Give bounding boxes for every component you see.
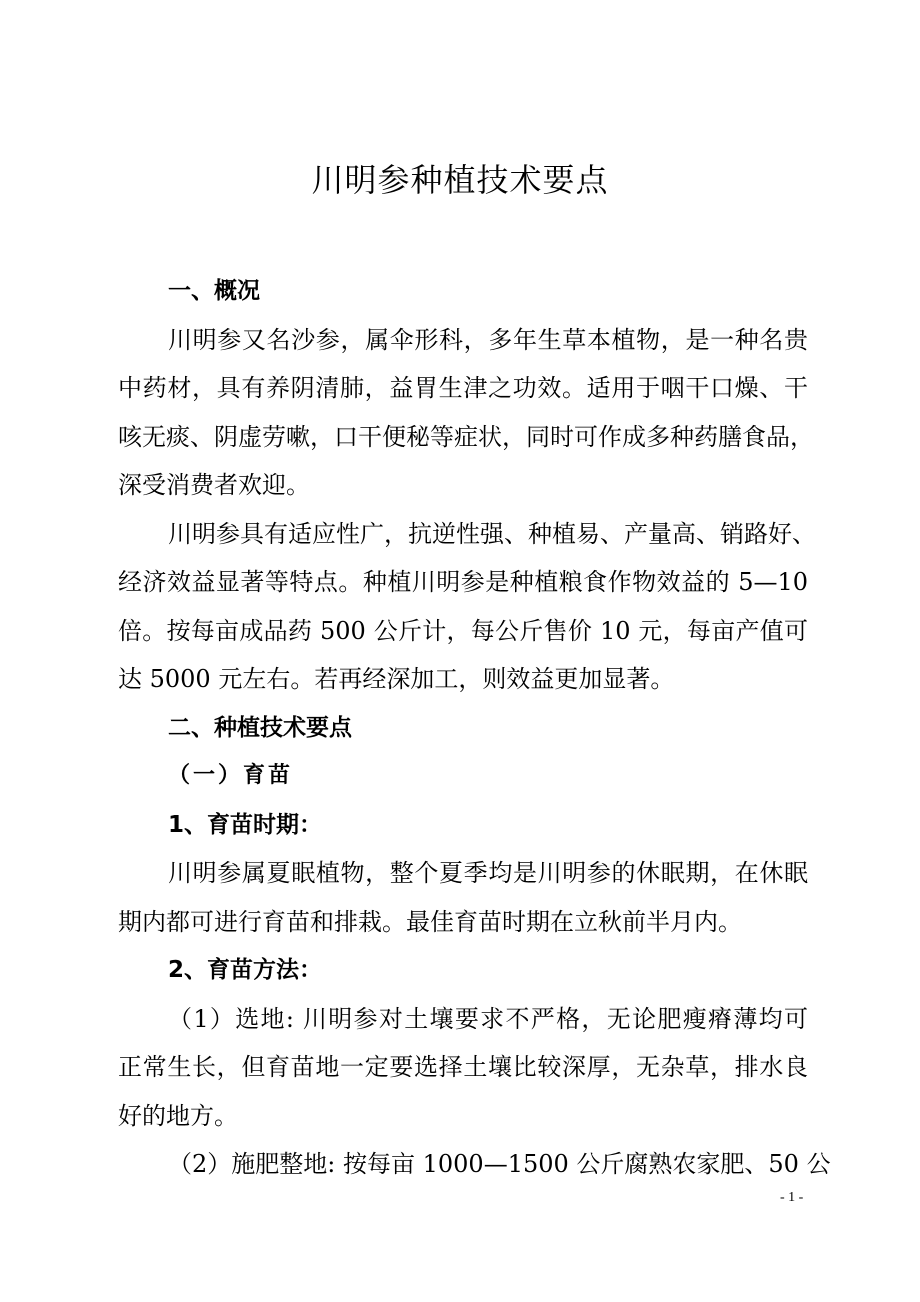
item-heading: 2、育苗方法： bbox=[168, 957, 323, 983]
paragraph-line: 期内都可进行育苗和排栽。最佳育苗时期在立秋前半月内。 bbox=[118, 907, 742, 936]
paragraph-line: 好的地方。 bbox=[118, 1101, 238, 1130]
paragraph-line: 深受消费者欢迎。 bbox=[118, 471, 310, 499]
paragraph-line: 川明参属夏眠植物，整个夏季均是川明参的休眠期，在休眠 bbox=[168, 859, 808, 887]
paragraph-line: 中药材，具有养阴清肺，益胃生津之功效。适用于咽干口燥、干 bbox=[118, 374, 808, 402]
paragraph-line: 正常生长，但育苗地一定要选择土壤比较深厚，无杂草，排水良 bbox=[118, 1053, 808, 1081]
document-body bbox=[118, 267, 831, 1189]
document-title: 川明参种植技术要点 bbox=[311, 161, 609, 199]
page-number: - 1 - bbox=[780, 1190, 804, 1205]
paragraph-line: （2）施肥整地: 按每亩 1000—1500 公斤腐熟农家肥、50 公 bbox=[168, 1150, 831, 1178]
paragraph-line: （1）选地: 川明参对土壤要求不严格，无论肥瘦瘠薄均可 bbox=[168, 1004, 808, 1033]
section-heading: 二、种植技术要点 bbox=[168, 714, 352, 741]
subsection-heading: （一）育苗 bbox=[168, 763, 294, 788]
paragraph-line: 倍。按每亩成品药 500 公斤计，每公斤售价 10 元，每亩产值可 bbox=[118, 616, 808, 645]
paragraph-line: 经济效益显著等特点。种植川明参是种植粮食作物效益的 5—10 bbox=[118, 568, 808, 596]
paragraph-line: 川明参具有适应性广，抗逆性强、种植易、产量高、销路好、 bbox=[168, 519, 816, 548]
paragraph-line: 川明参又名沙参，属伞形科，多年生草本植物，是一种名贵 bbox=[168, 325, 808, 354]
section-heading: 一、概况 bbox=[168, 278, 260, 304]
paragraph-line: 咳无痰、阴虚劳嗽，口干便秘等症状，同时可作成多种药膳食品， bbox=[118, 422, 814, 451]
item-heading: 1、育苗时期： bbox=[168, 811, 323, 838]
paragraph-line: 达 5000 元左右。若再经深加工，则效益更加显著。 bbox=[118, 665, 675, 693]
